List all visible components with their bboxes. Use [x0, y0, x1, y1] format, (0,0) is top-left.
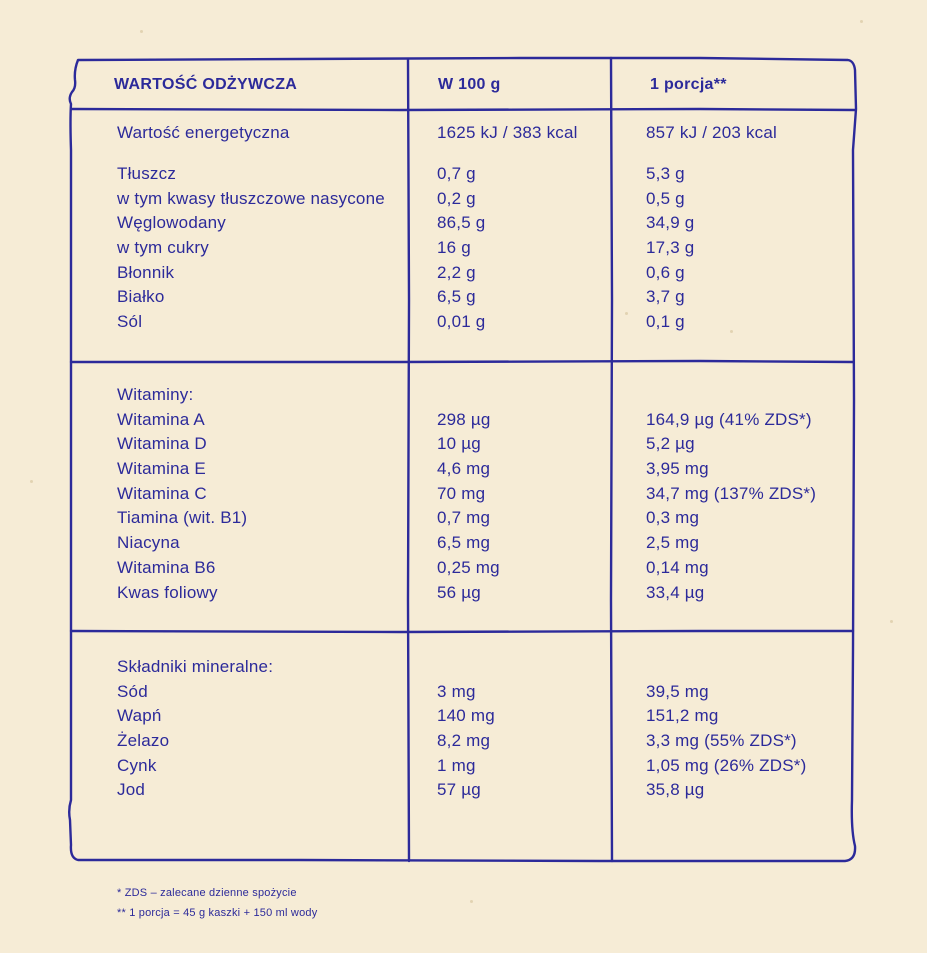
- macro-per100-fiber: 2,2 g: [437, 262, 476, 282]
- vitamin-portion-c: 34,7 mg (137% ZDS*): [646, 483, 817, 503]
- vitamin-portion-d: 5,2 µg: [646, 434, 695, 454]
- mineral-per100-sodium: 3 mg: [437, 681, 476, 701]
- vitamins-label-column: [117, 383, 247, 605]
- macro-label-protein: Białko: [117, 287, 165, 307]
- macro-portion-carbohydrates: 34,9 g: [646, 213, 695, 233]
- macro-per100-sugars: 16 g: [437, 238, 471, 258]
- vitamins-heading: Witaminy:: [117, 385, 194, 404]
- macro-label-fat: Tłuszcz: [117, 164, 177, 183]
- column-divider-2: [611, 58, 612, 861]
- vitamin-label-b1: Tiamina (wit. B1): [117, 508, 248, 528]
- vitamin-per100-b6: 0,25 mg: [437, 557, 500, 577]
- macro-label-fiber: Błonnik: [117, 262, 175, 282]
- macro-per100-salt: 0,01 g: [437, 312, 486, 332]
- section-divider-1: [71, 361, 853, 362]
- macro-label-saturated-fat: w tym kwasy tłuszczowe nasycone: [117, 188, 385, 208]
- macro-label-sugars: w tym cukry: [117, 238, 209, 258]
- energy-portion: 857 kJ / 203 kcal: [646, 123, 777, 142]
- vitamins-portion-column: [646, 408, 816, 606]
- minerals-per100-column: [437, 680, 495, 803]
- macro-portion-saturated-fat: 0,5 g: [646, 188, 685, 208]
- vitamin-per100-e: 4,6 mg: [437, 459, 491, 479]
- macro-portion-fat: 5,3 g: [646, 164, 685, 183]
- macro-per100-fat: 0,7 g: [437, 164, 476, 183]
- minerals-label-column: [117, 655, 273, 803]
- vitamin-per100-b1: 0,7 mg: [437, 508, 491, 528]
- mineral-per100-iron: 8,2 mg: [437, 731, 491, 751]
- vitamin-per100-folic-acid: 56 µg: [437, 582, 481, 602]
- vitamin-portion-b1: 0,3 mg: [646, 508, 700, 528]
- energy-per100: 1625 kJ / 383 kcal: [437, 123, 578, 142]
- macro-portion-sugars: 17,3 g: [646, 238, 695, 258]
- mineral-portion-zinc: 1,05 mg (26% ZDS*): [646, 755, 807, 775]
- macro-portion-fiber: 0,6 g: [646, 262, 685, 282]
- mineral-label-iron: Żelazo: [117, 731, 170, 751]
- vitamin-label-niacin: Niacyna: [117, 533, 180, 553]
- header-per-portion: 1 porcja**: [650, 76, 727, 93]
- mineral-per100-iodine: 57 µg: [437, 780, 481, 800]
- vitamin-label-d: Witamina D: [117, 434, 207, 454]
- vitamin-label-a: Witamina A: [117, 409, 205, 429]
- macros-per100-column: [437, 162, 485, 335]
- mineral-portion-sodium: 39,5 mg: [646, 681, 709, 701]
- mineral-portion-iodine: 35,8 µg: [646, 780, 705, 800]
- minerals-heading: Składniki mineralne:: [117, 657, 274, 676]
- section-divider-2: [71, 631, 853, 632]
- macro-per100-protein: 6,5 g: [437, 287, 476, 307]
- vitamin-per100-a: 298 µg: [437, 409, 491, 429]
- mineral-label-iodine: Jod: [117, 780, 146, 800]
- macros-label-column: [117, 162, 385, 335]
- macro-label-carbohydrates: Węglowodany: [117, 213, 226, 233]
- footnote-portion: ** 1 porcja = 45 g kaszki + 150 ml wody: [117, 907, 318, 919]
- vitamin-portion-b6: 0,14 mg: [646, 557, 709, 577]
- mineral-per100-calcium: 140 mg: [437, 706, 495, 726]
- footnote-zds: * ZDS – zalecane dzienne spożycie: [117, 887, 297, 899]
- header-nutrition-value: WARTOŚĆ ODŻYWCZA: [114, 76, 298, 93]
- mineral-label-sodium: Sód: [117, 681, 148, 701]
- vitamin-portion-e: 3,95 mg: [646, 459, 709, 479]
- vitamin-per100-d: 10 µg: [437, 434, 481, 454]
- macro-per100-carbohydrates: 86,5 g: [437, 213, 486, 233]
- mineral-portion-calcium: 151,2 mg: [646, 706, 719, 726]
- macro-label-salt: Sól: [117, 312, 143, 332]
- mineral-portion-iron: 3,3 mg (55% ZDS*): [646, 731, 797, 751]
- vitamin-portion-niacin: 2,5 mg: [646, 533, 700, 553]
- mineral-per100-zinc: 1 mg: [437, 755, 476, 775]
- energy-label: Wartość energetyczna: [117, 123, 290, 142]
- header-per-100g: W 100 g: [438, 76, 501, 93]
- minerals-portion-column: [646, 680, 806, 803]
- vitamin-portion-folic-acid: 33,4 µg: [646, 582, 705, 602]
- vitamin-label-folic-acid: Kwas foliowy: [117, 582, 218, 602]
- mineral-label-zinc: Cynk: [117, 755, 157, 775]
- macro-portion-protein: 3,7 g: [646, 287, 685, 307]
- vitamin-label-c: Witamina C: [117, 483, 207, 503]
- vitamins-per100-column: [437, 408, 500, 606]
- macro-per100-saturated-fat: 0,2 g: [437, 188, 476, 208]
- vitamin-per100-c: 70 mg: [437, 483, 486, 503]
- header-divider: [72, 109, 855, 110]
- mineral-label-calcium: Wapń: [117, 706, 162, 726]
- vitamin-portion-a: 164,9 µg (41% ZDS*): [646, 409, 812, 429]
- vitamin-per100-niacin: 6,5 mg: [437, 533, 491, 553]
- macro-portion-salt: 0,1 g: [646, 312, 685, 332]
- column-divider-1: [408, 59, 409, 861]
- macros-portion-column: [646, 162, 694, 335]
- vitamin-label-b6: Witamina B6: [117, 557, 216, 577]
- vitamin-label-e: Witamina E: [117, 459, 206, 479]
